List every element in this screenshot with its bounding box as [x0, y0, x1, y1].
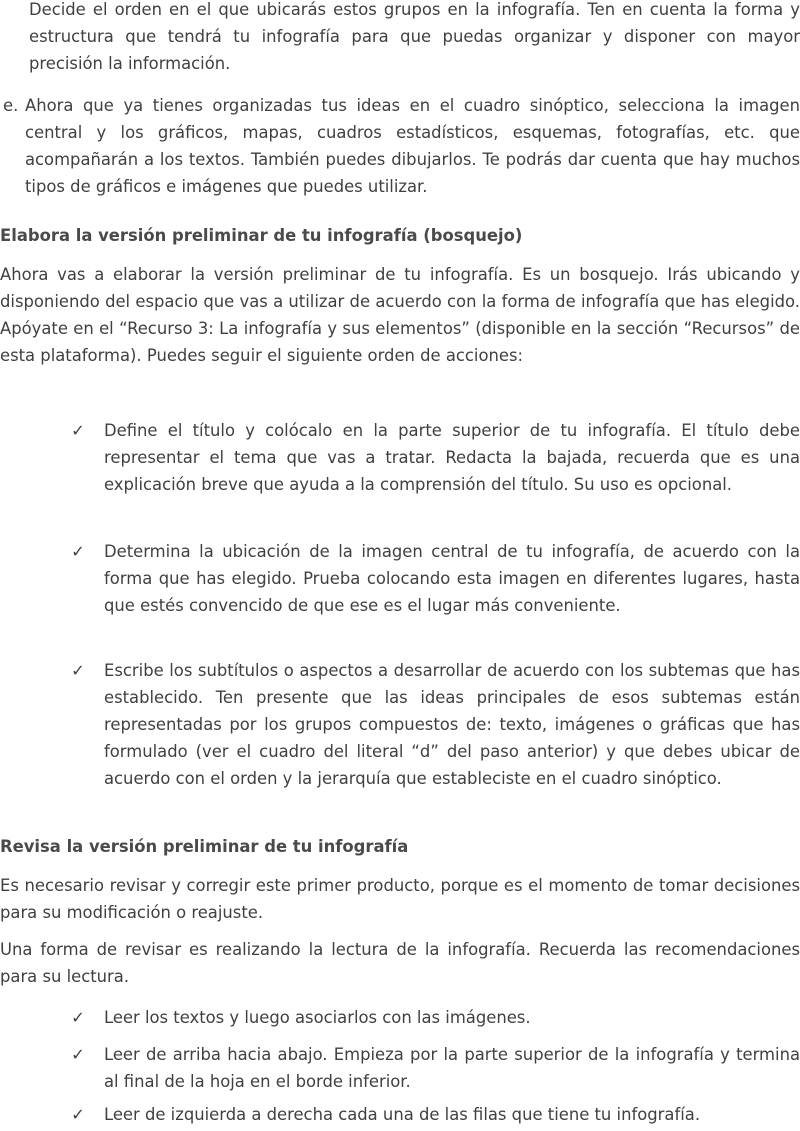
checklist-item — [0, 1004, 800, 1031]
list-item-e-text: Ahora que ya tienes organizadas tus ideas en el cuadro sinóptico, selecciona la imagen central y los gráficos, mapas, cuadros estadísticos, esquemas, fotografías, etc. que acompañarán a los textos. También puedes dibujarlos. Te podrás dar cuenta que hay muchos tipos de gráficos e imágenes que puedes utilizar. — [25, 96, 800, 196]
checklist-item-text: Leer de arriba hacia abajo. Empieza por la parte superior de la infografía y termina al final de la hoja en el borde inferior. — [104, 1045, 800, 1091]
checklist-item-text: Determina la ubicación de la imagen central de tu infografía, de acuerdo con la forma que has elegido. Prueba colocando esta imagen en diferentes lugares, hasta que estés convencido de que ese es el lugar más conveniente. — [104, 542, 800, 615]
check-icon: ✓ — [71, 542, 85, 561]
revisa-paragraph-1: Es necesario revisar y corregir este primer producto, porque es el momento de tomar decisiones para su modificación o reajuste. — [0, 876, 800, 922]
checklist-item — [0, 538, 800, 619]
check-icon: ✓ — [71, 1045, 85, 1064]
checklist-item-text: Define el título y colócalo en la parte superior de tu infografía. El título debe representar el tema que vas a tratar. Redacta la bajada, recuerda que es una explicación breve que ayuda a la comprensión del título. Su uso es opcional. — [104, 421, 800, 494]
revisa-paragraph-2: Una forma de revisar es realizando la lectura de la infografía. Recuerda las recomendaciones para su lectura. — [0, 940, 800, 986]
check-icon: ✓ — [71, 1008, 85, 1027]
check-icon: ✓ — [71, 421, 85, 440]
checklist-item-text: Leer los textos y luego asociarlos con las imágenes. — [104, 1008, 531, 1027]
checklist-item — [0, 1101, 800, 1128]
checklist-item — [0, 1041, 800, 1095]
checklist-item — [0, 417, 800, 498]
checklist-item-text: Escribe los subtítulos o aspectos a desarrollar de acuerdo con los subtemas que has establecido. Ten presente que las ideas principales de esos subtemas están representadas por los grupos compuestos de: texto, imágenes o gráficas que has formulado (ver el cuadro del literal “d” del paso anterior) y que debes ubicar de acuerdo con el orden y la jerarquía que estableciste en el cuadro sinóptico. — [104, 661, 800, 788]
check-icon: ✓ — [71, 1105, 85, 1124]
list-item-e — [0, 92, 800, 200]
section-intro-paragraph: Ahora vas a elaborar la versión preliminar de tu infografía. Es un bosquejo. Irás ubicando y disponiendo del espacio que vas a utilizar de acuerdo con la forma de infografía que has elegido. Apóyate en el “Recurso 3: La infografía y sus elementos” (disponible en la sección “Recursos” de esta plataforma). Puedes seguir el siguiente orden de acciones: — [0, 265, 800, 365]
continuation-paragraph: Decide el orden en el que ubicarás estos grupos en la infografía. Ten en cuenta la forma y estructura que tendrá tu infografía para que puedas organizar y disponer con mayor precisión la información. — [29, 0, 800, 73]
list-marker-e: e. — [3, 96, 19, 115]
section-heading-elabora: Elabora la versión preliminar de tu infografía (bosquejo) — [0, 226, 523, 245]
checklist-item-text: Leer de izquierda a derecha cada una de las filas que tiene tu infografía. — [104, 1105, 701, 1124]
section-heading-revisa: Revisa la versión preliminar de tu infografía — [0, 837, 409, 856]
check-icon: ✓ — [71, 661, 85, 680]
checklist-item — [0, 657, 800, 792]
